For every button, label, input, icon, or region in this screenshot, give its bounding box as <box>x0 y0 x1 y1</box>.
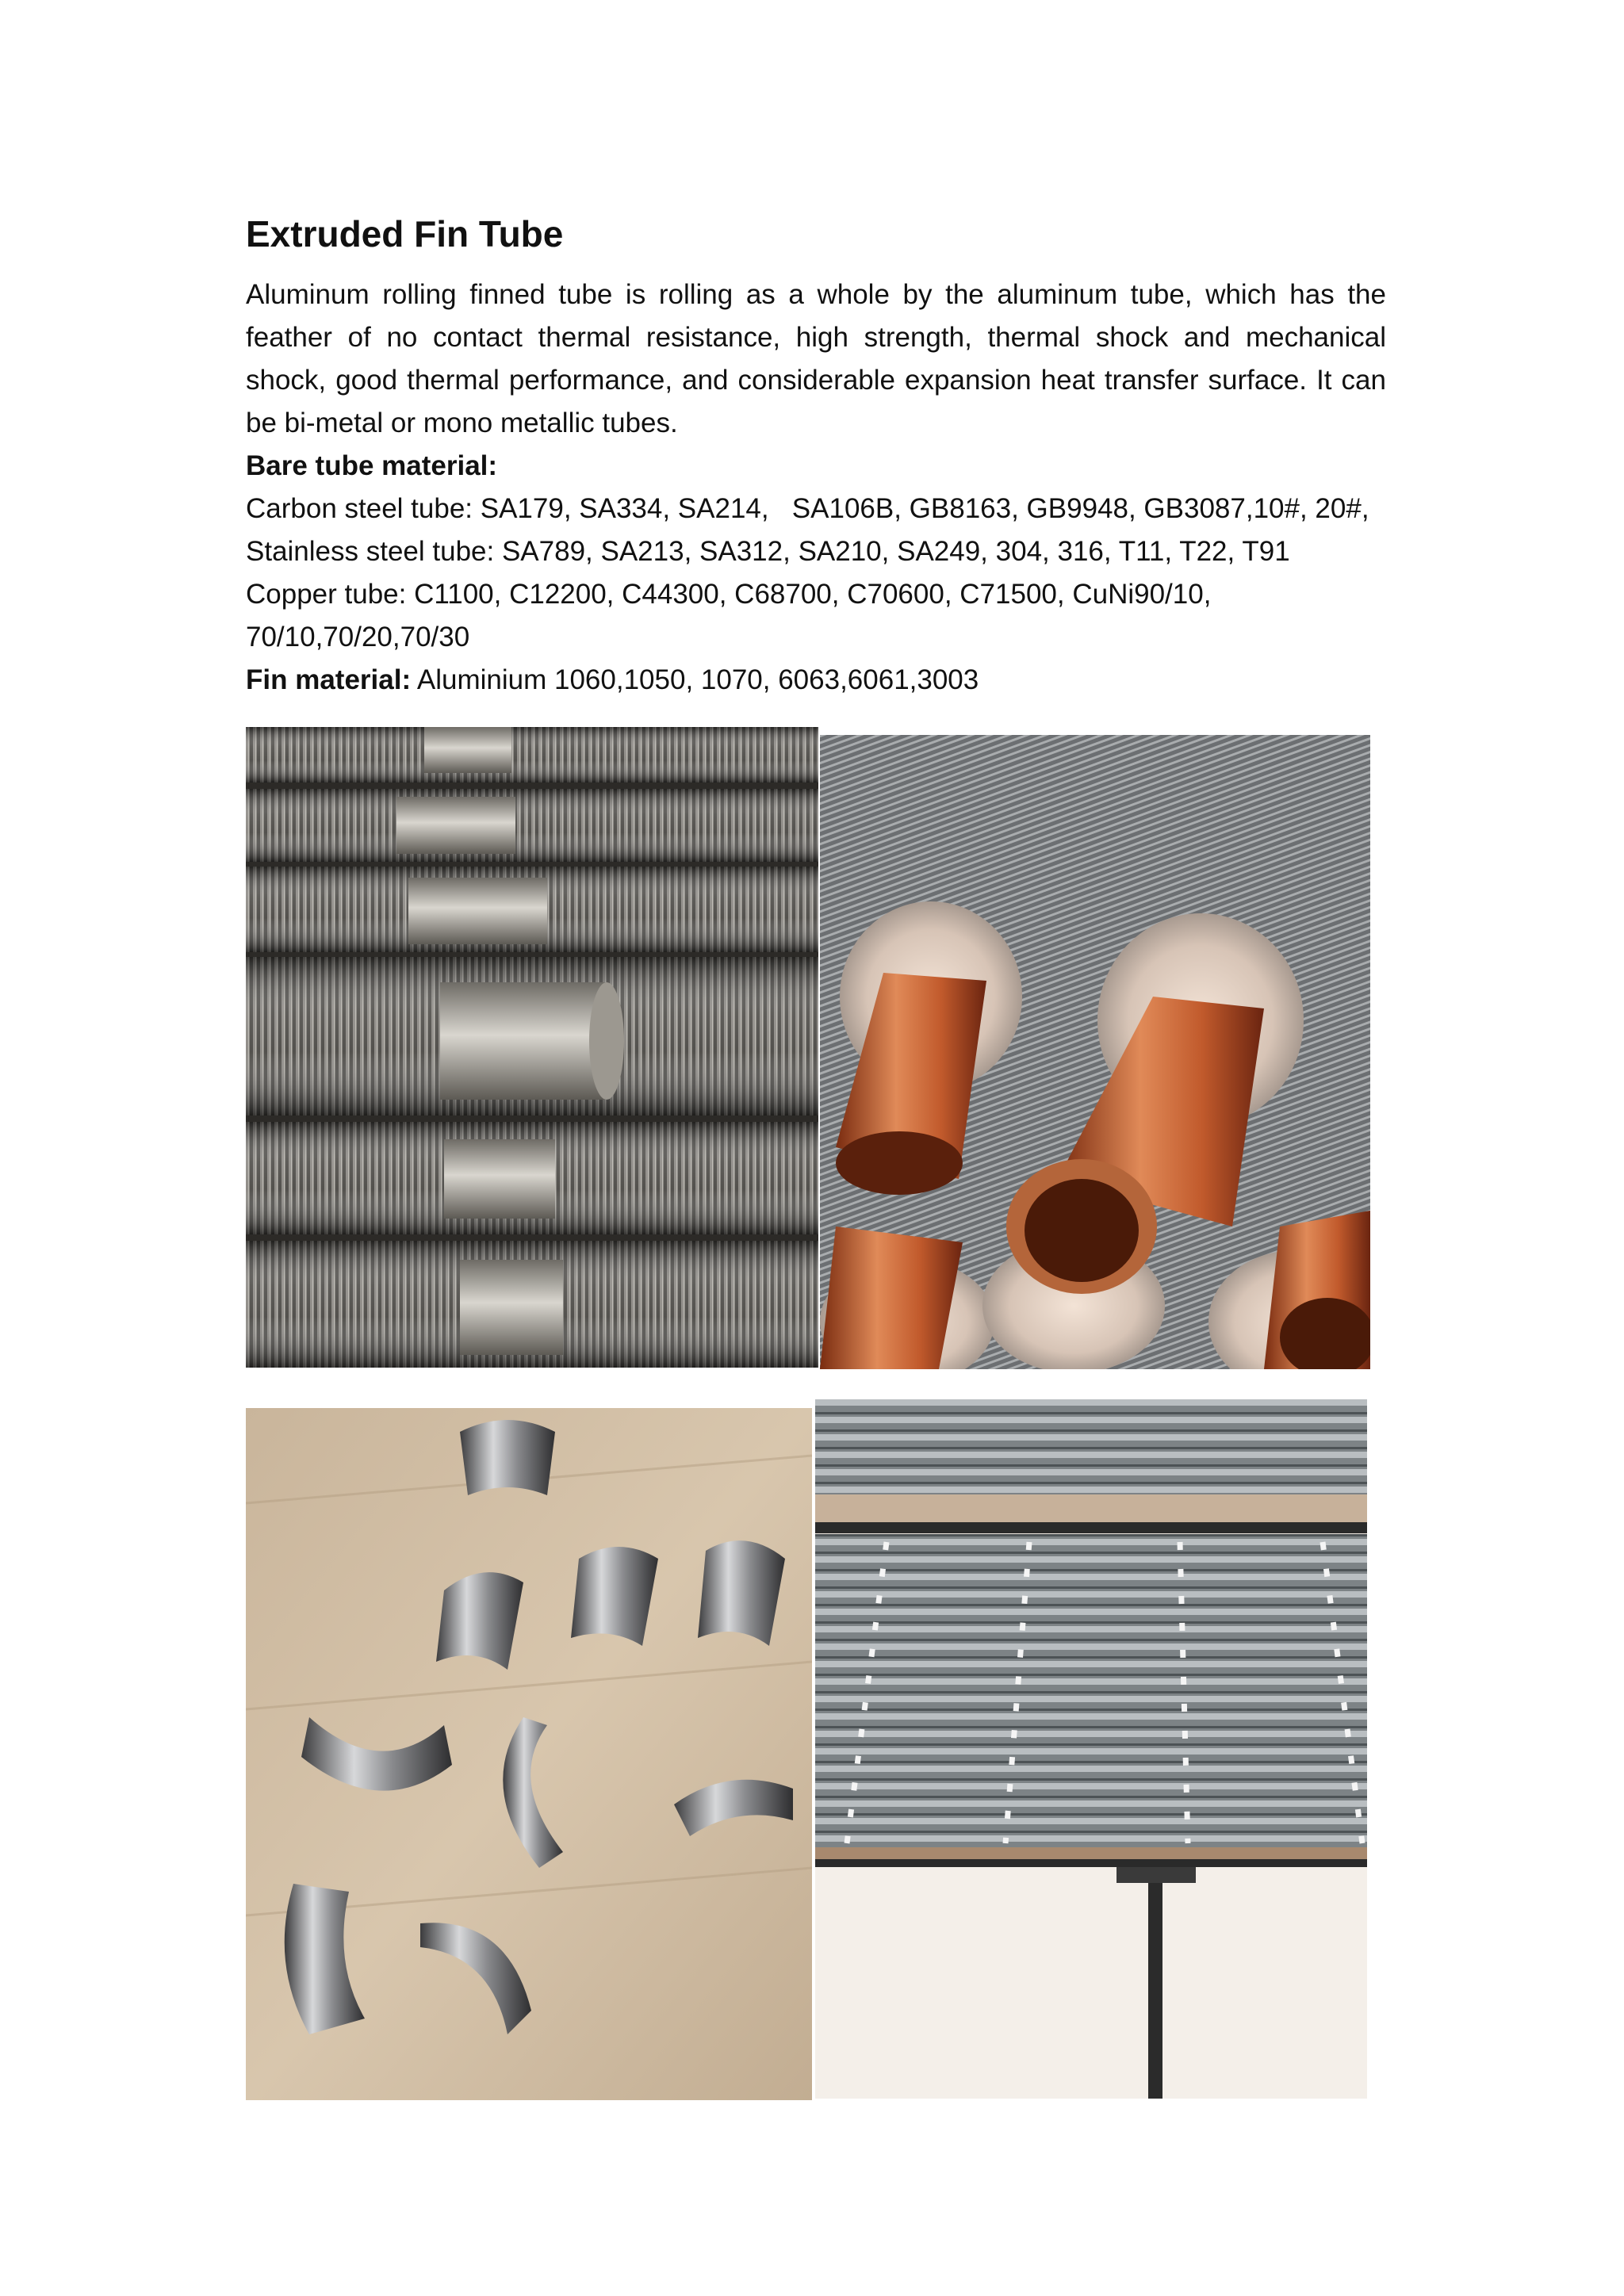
fin-material-value: Aluminium 1060,1050, 1070, 6063,6061,3003 <box>411 664 979 696</box>
bare-tube-heading: Bare tube material: <box>246 450 498 482</box>
photo-tube-bundle-crate <box>815 1399 1367 2099</box>
stainless-steel-line: Stainless steel tube: SA789, SA213, SA312, SA210, SA249, 304, 316, T11, T22, T91 <box>246 536 1290 568</box>
photo-steel-finned-tubes <box>246 727 818 1368</box>
fin-material-label: Fin material: <box>246 664 412 696</box>
photo-fin-pieces <box>246 1408 812 2100</box>
photo-copper-core-finned-tubes <box>820 735 1370 1369</box>
copper-line-2: 70/10,70/20,70/30 <box>246 622 470 653</box>
intro-paragraph: Aluminum rolling finned tube is rolling as a whole by the aluminum tube, which has the feather of no contact thermal resistance, high strength, thermal shock and mechanical shock, good thermal performance, and considerable expansion heat transfer surface. It can be bi-metal or mono metallic tubes. <box>246 279 1386 439</box>
fin-material-line <box>246 659 1386 702</box>
carbon-steel-line: Carbon steel tube: SA179, SA334, SA214, SA106B, GB8163, GB9948, GB3087,10#, 20#, <box>246 493 1369 525</box>
document-body <box>246 212 1386 702</box>
copper-line-1: Copper tube: C1100, C12200, C44300, C68700, C70600, C71500, CuNi90/10, <box>246 579 1212 610</box>
page-title: Extruded Fin Tube <box>246 213 564 254</box>
